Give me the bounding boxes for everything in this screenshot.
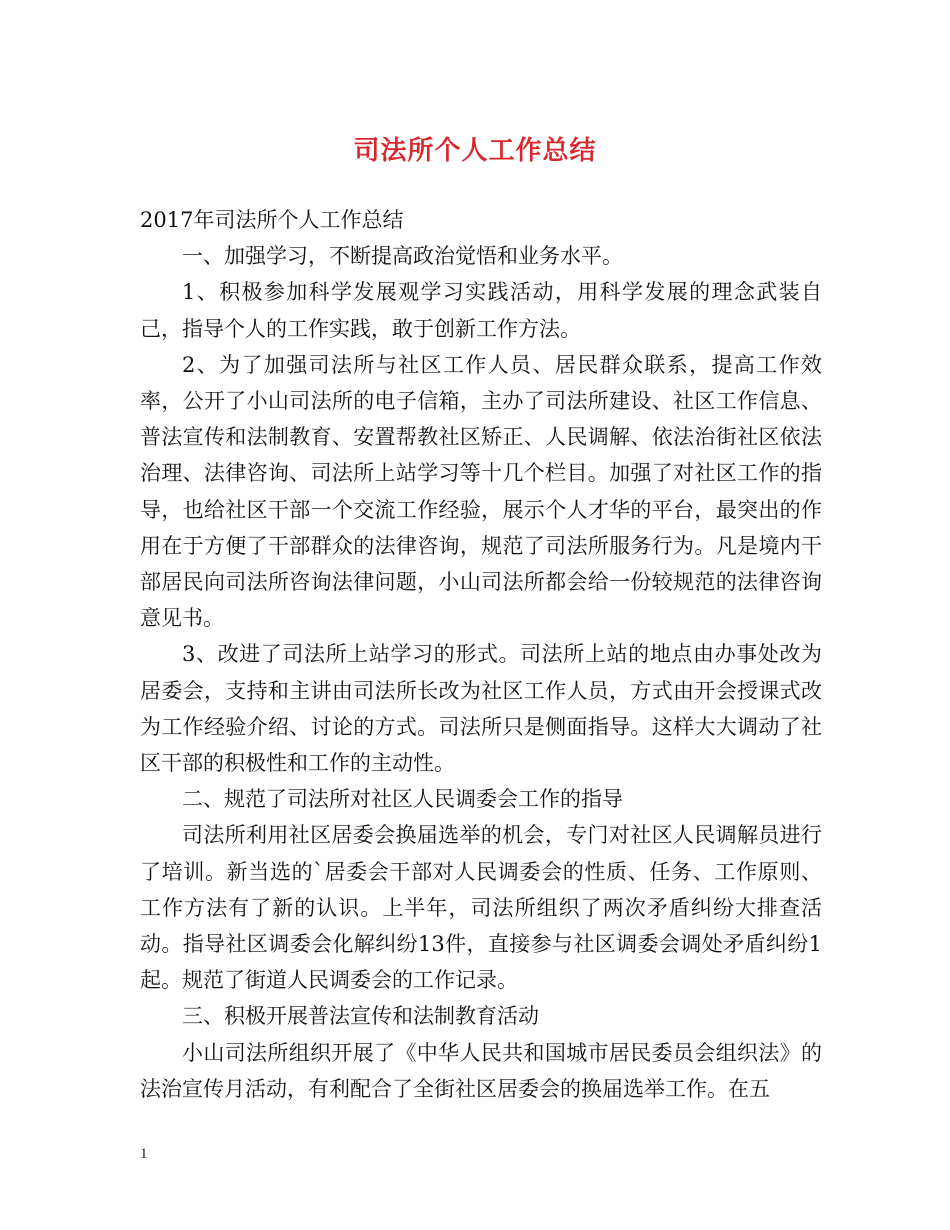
paragraph: 三、积极开展普法宣传和法制教育活动 — [182, 1004, 539, 1029]
paragraph: 小山司法所组织开展了《中华人民共和国城市居民委员会组织法》的法治宣传月活动，有利配合了全街社区居委会的换届选举工作。在五 — [140, 1040, 822, 1101]
document-body — [140, 202, 822, 1107]
paragraph: 1、积极参加科学发展观学习实践活动，用科学发展的理念武装自己，指导个人的工作实践，敢于创新工作方法。 — [140, 280, 822, 341]
page-number: 1 — [140, 1146, 148, 1162]
document-title: 司法所个人工作总结 — [353, 136, 597, 166]
paragraph: 一、加强学习，不断提高政治觉悟和业务水平。 — [182, 244, 623, 269]
paragraph: 3、改进了司法所上站学习的形式。司法所上站的地点由办事处改为居委会，支持和主讲由司法所长改为社区工作人员，方式由开会授课式改为工作经验介绍、讨论的方式。司法所只是侧面指导。这样大大调动了社区干部的积极性和工作的主动性。 — [140, 642, 822, 776]
paragraph: 司法所利用社区居委会换届选举的机会，专门对社区人民调解员进行了培训。新当选的`居委会干部对人民调委会的性质、任务、工作原则、工作方法有了新的认识。上半年，司法所组织了两次矛盾纠纷大排查活动。指导社区调委会化解纠纷13件，直接参与社区调委会调处矛盾纠纷1起。规范了街道人民调委会的工作记录。 — [140, 823, 822, 993]
paragraph: 二、规范了司法所对社区人民调委会工作的指导 — [182, 787, 623, 812]
paragraph: 2017年司法所个人工作总结 — [140, 208, 404, 232]
paragraph: 2、为了加强司法所与社区工作人员、居民群众联系，提高工作效率，公开了小山司法所的电子信箱，主办了司法所建设、社区工作信息、普法宣传和法制教育、安置帮教社区矫正、人民调解、依法治街社区依法治理、法律咨询、司法所上站学习等十几个栏目。加强了对社区工作的指导，也给社区干部一个交流工作经验，展示个人才华的平台，最突出的作用在于方便了干部群众的法律咨询，规范了司法所服务行为。凡是境内干部居民向司法所咨询法律问题，小山司法所都会给一份较规范的法律咨询意见书。 — [140, 352, 822, 631]
